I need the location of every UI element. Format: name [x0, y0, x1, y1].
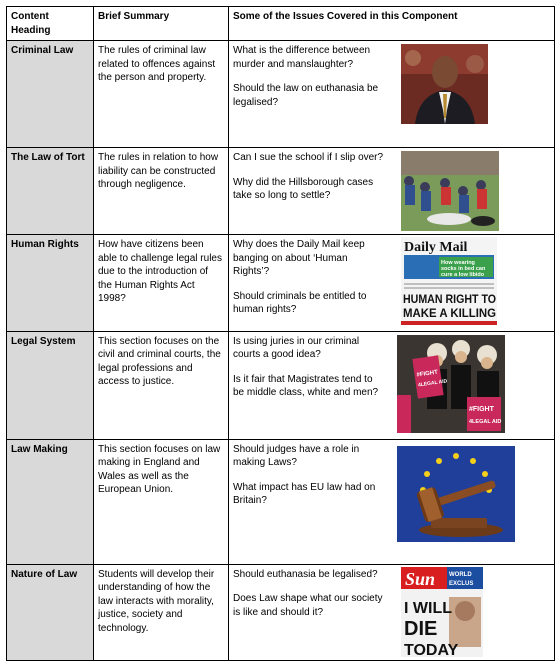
svg-text:cure a low libido: cure a low libido	[440, 272, 484, 278]
row-heading: Law Making	[7, 439, 94, 564]
row-heading: Nature of Law	[7, 564, 94, 660]
row-issues	[229, 148, 389, 235]
tabloid-front-page	[401, 567, 483, 657]
row-summary: This section focuses on the civil and criminal courts, the legal professions and access to justice.	[94, 331, 229, 439]
issue-text: Should euthanasia be legalised?	[233, 568, 378, 580]
row-heading: Criminal Law	[7, 41, 94, 148]
tabloid-masthead: Sun	[404, 568, 435, 589]
newspaper-headline-line1: HUMAN RIGHT TO	[402, 294, 496, 306]
table-row	[7, 439, 555, 564]
row-image-cell	[389, 41, 555, 148]
header-issues: Some of the Issues Covered in this Component	[229, 7, 555, 41]
protest-sign-text: 4LEGAL AID	[417, 377, 448, 388]
row-heading: The Law of Tort	[7, 148, 94, 235]
gavel-eu-flag-photo	[397, 446, 515, 542]
table-row	[7, 235, 555, 332]
row-summary: The rules in relation to how liability can be constructed through negligence.	[94, 148, 229, 235]
protest-photo	[397, 335, 505, 433]
row-image-cell	[389, 564, 555, 660]
newspaper-headline-line2: MAKE A KILLING	[402, 308, 496, 320]
row-image-cell	[389, 439, 555, 564]
row-summary: How have citizens been able to challenge legal rules due to the introduction of the Human Rights Act 1998?	[94, 235, 229, 332]
header-brief-summary: Brief Summary	[94, 7, 229, 41]
row-issues	[229, 331, 389, 439]
tabloid-headline-line1: I WILL	[403, 599, 452, 617]
row-image-cell	[389, 148, 555, 235]
issue-text: Can I sue the school if I slip over?	[233, 152, 384, 163]
tabloid-headline-line3: TODAY	[403, 641, 458, 657]
row-image-cell	[389, 331, 555, 439]
content-table	[6, 6, 555, 661]
table-row	[7, 331, 555, 439]
issue-text: What is the difference between murder and manslaughter?	[233, 45, 371, 70]
protest-sign-text: #FIGHT	[468, 405, 494, 413]
man-in-suit-photo	[401, 44, 488, 124]
issue-text: Why did the Hillsborough cases take so long to settle?	[233, 176, 374, 201]
svg-text:WORLD: WORLD	[448, 571, 472, 578]
protest-sign-text: 4LEGAL AID	[468, 418, 501, 425]
issue-text: Should the law on euthanasia be legalised?	[233, 83, 379, 108]
row-issues	[229, 439, 389, 564]
stadium-crowd-photo	[401, 151, 499, 231]
row-issues	[229, 41, 389, 148]
header-content-heading: Content Heading	[7, 7, 94, 41]
svg-text:How wearing: How wearing	[440, 260, 475, 266]
issue-text: Should judges have a role in making Laws?	[233, 443, 360, 468]
table-row	[7, 41, 555, 148]
table-row	[7, 148, 555, 235]
issue-text: Is it fair that Magistrates tend to be middle class, white and men?	[233, 373, 379, 398]
row-summary: The rules of criminal law related to offences against the person and property.	[94, 41, 229, 148]
issue-text: Why does the Daily Mail keep banging on about ‘Human Rights’?	[233, 239, 365, 277]
issue-text: What impact has EU law had on Britain?	[233, 481, 376, 506]
table-header-row	[7, 7, 555, 41]
issue-text: Does Law shape what our society is like and should it?	[233, 593, 383, 618]
svg-text:EXCLUS: EXCLUS	[448, 580, 473, 587]
newspaper-front-page	[401, 237, 497, 325]
svg-text:socks in bed can: socks in bed can	[440, 266, 485, 272]
row-issues	[229, 564, 389, 660]
row-heading: Human Rights	[7, 235, 94, 332]
row-heading: Legal System	[7, 331, 94, 439]
protest-sign-text: #FIGHT	[415, 369, 438, 379]
row-summary: Students will develop their understanding of how the law interacts with morality, justice, society and technology.	[94, 564, 229, 660]
issue-text: Is using juries in our criminal courts a good idea?	[233, 335, 360, 360]
row-summary: This section focuses on law making in England and Wales as well as the European Union.	[94, 439, 229, 564]
row-issues	[229, 235, 389, 332]
row-image-cell	[389, 235, 555, 332]
newspaper-masthead: Daily Mail	[403, 240, 467, 255]
tabloid-headline-line2: DIE	[403, 617, 437, 640]
issue-text: Should criminals be entitled to human rights?	[233, 290, 367, 315]
table-row	[7, 564, 555, 660]
